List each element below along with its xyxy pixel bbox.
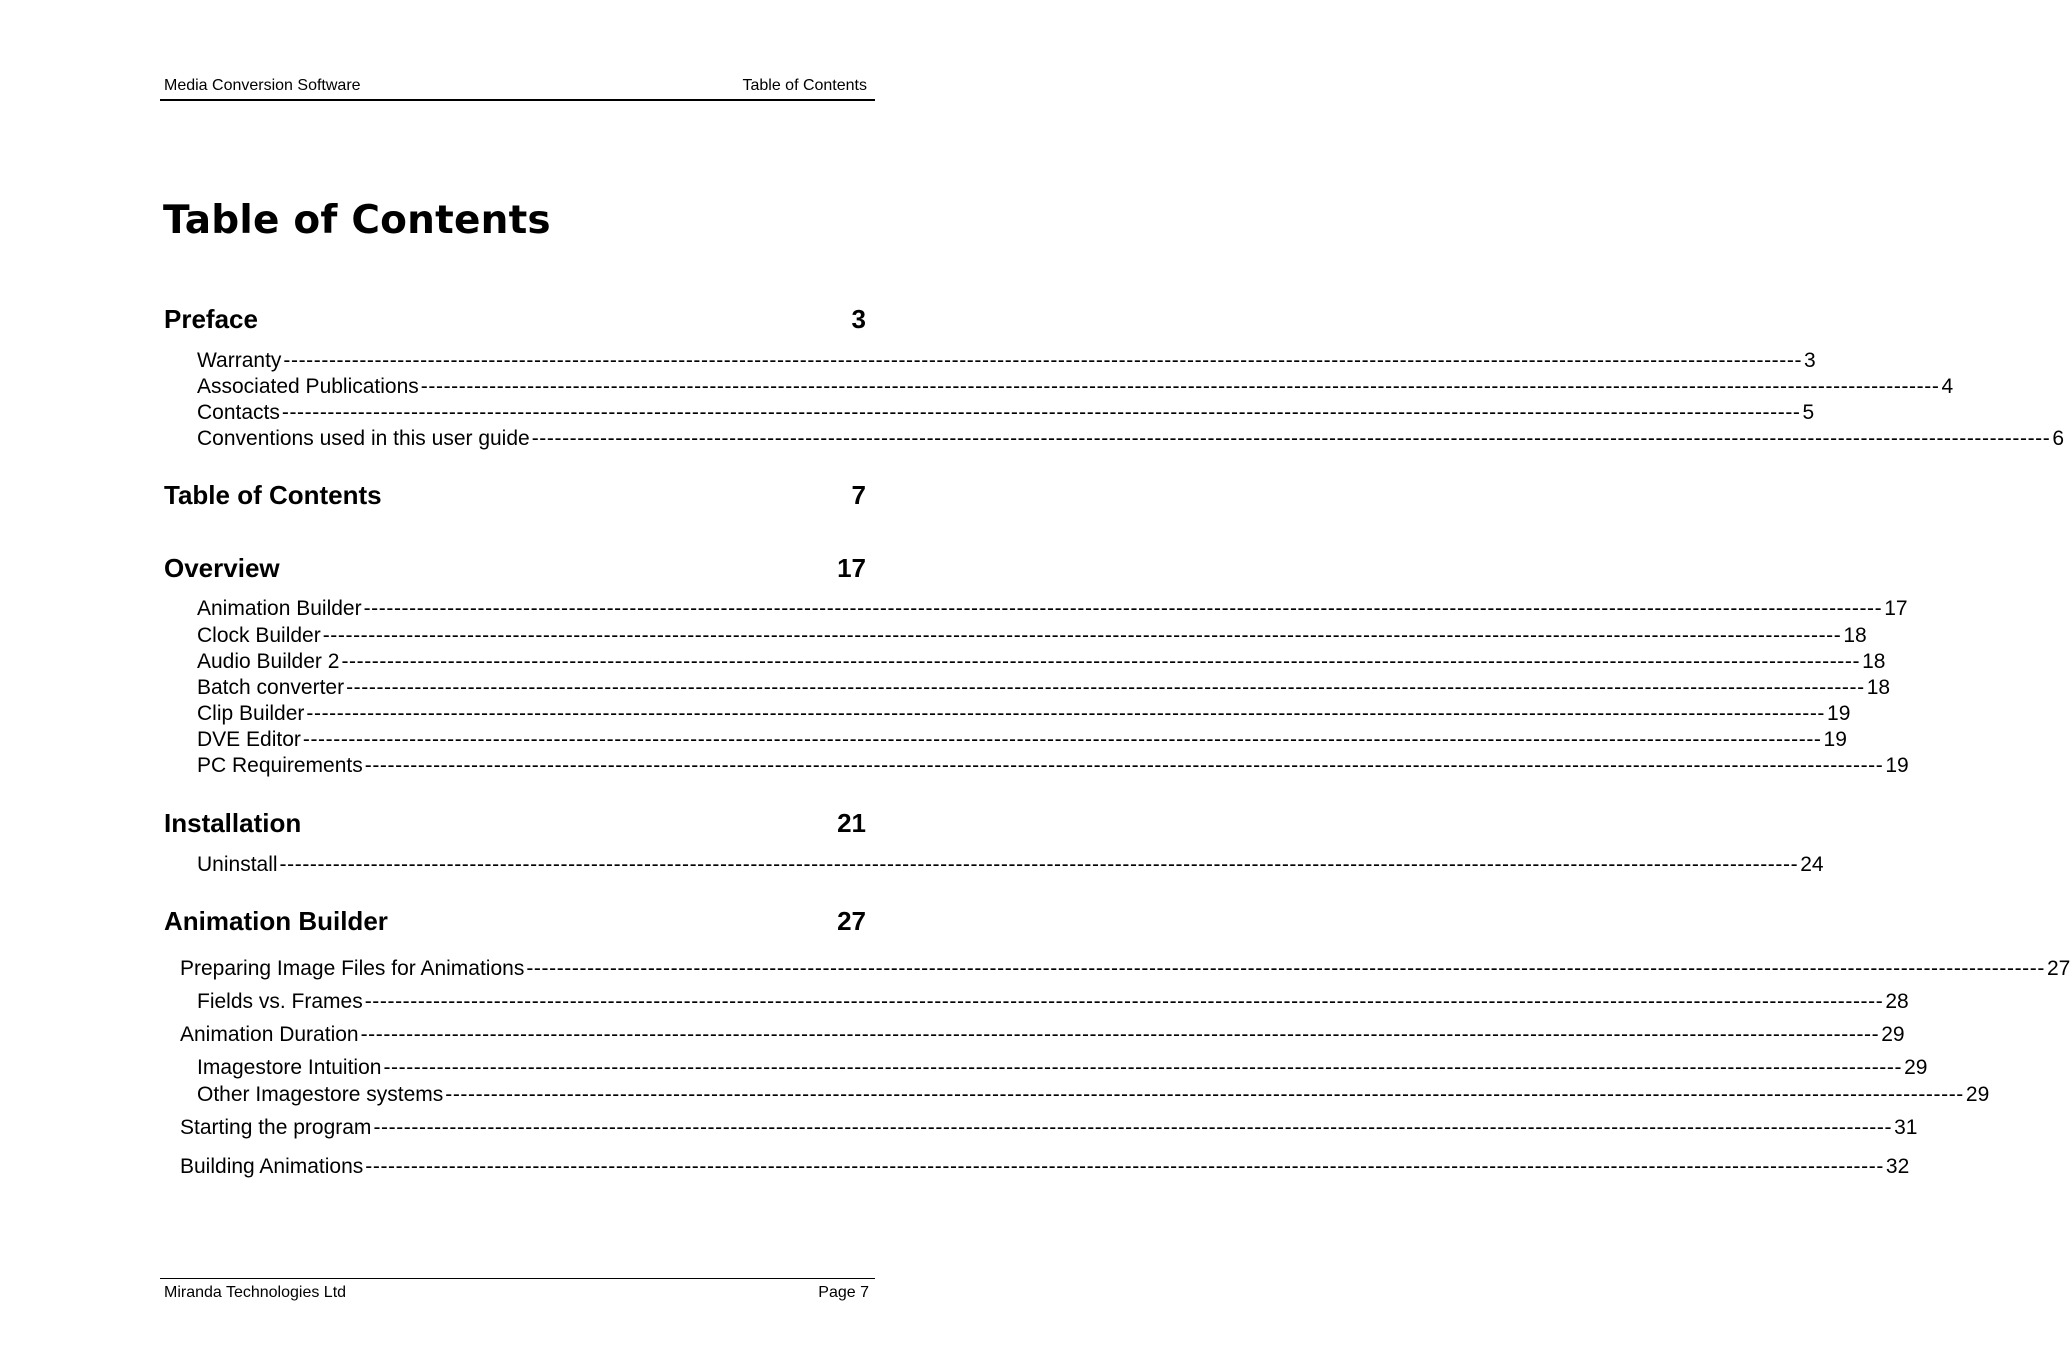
toc-entry-page: 5: [1802, 401, 1815, 424]
toc-chapter-preface[interactable]: [164, 303, 866, 335]
toc-entry-clock-builder[interactable]: [197, 623, 1867, 649]
toc-entry-other-imagestore-systems[interactable]: [197, 1082, 1990, 1108]
running-footer: [160, 1278, 875, 1301]
toc-chapter-title: Preface: [164, 304, 258, 334]
toc-entry-uninstall[interactable]: [197, 852, 1824, 878]
toc-entry-page: 6: [2052, 427, 2065, 450]
toc-entry-pc-requirements[interactable]: [197, 753, 1909, 779]
toc-entry-title: Animation Duration: [180, 1023, 359, 1046]
toc-chapter-page: 21: [837, 808, 866, 838]
toc-entry-building-animations[interactable]: [180, 1154, 1910, 1180]
toc-leader: --------------------------------------------------------------------------------------------------------------------------------------------------------------------------------------------------------: [279, 853, 1799, 876]
toc-leader: --------------------------------------------------------------------------------------------------------------------------------------------------------------------------------------------------------: [341, 650, 1861, 673]
toc-entry-title: Preparing Image Files for Animations: [180, 957, 525, 980]
toc-leader: --------------------------------------------------------------------------------------------------------------------------------------------------------------------------------------------------------: [346, 676, 1865, 699]
toc-chapter-title: Overview: [164, 553, 280, 583]
toc-entry-page: 29: [1881, 1023, 1905, 1046]
toc-entry-page: 29: [1965, 1083, 1990, 1106]
toc-entry-page: 17: [1884, 597, 1908, 620]
toc-entry-preparing-image-files[interactable]: [180, 956, 2070, 982]
toc-leader: --------------------------------------------------------------------------------------------------------------------------------------------------------------------------------------------------------: [302, 728, 1822, 751]
toc-entry-audio-builder-2[interactable]: [197, 649, 1886, 675]
toc-entry-associated-publications[interactable]: [197, 374, 1954, 400]
toc-entry-page: 28: [1885, 990, 1909, 1013]
toc-leader: --------------------------------------------------------------------------------------------------------------------------------------------------------------------------------------------------------: [383, 1056, 1903, 1079]
toc-leader: --------------------------------------------------------------------------------------------------------------------------------------------------------------------------------------------------------: [373, 1116, 1893, 1139]
toc-chapter-page: 7: [851, 480, 866, 510]
toc-chapter-title: Animation Builder: [164, 906, 388, 936]
toc-chapter-page: 17: [837, 553, 866, 583]
toc-entry-title: Fields vs. Frames: [197, 990, 363, 1013]
toc-entry-animation-builder[interactable]: [197, 596, 1908, 622]
footer-company: Miranda Technologies Ltd: [164, 1284, 347, 1301]
toc-entry-page: 18: [1866, 676, 1891, 699]
toc-leader: --------------------------------------------------------------------------------------------------------------------------------------------------------------------------------------------------------: [531, 427, 2051, 450]
toc-leader: --------------------------------------------------------------------------------------------------------------------------------------------------------------------------------------------------------: [306, 702, 1826, 725]
toc-chapter-animation-builder[interactable]: [164, 905, 866, 937]
toc-leader: --------------------------------------------------------------------------------------------------------------------------------------------------------------------------------------------------------: [445, 1083, 1964, 1106]
header-document-title: Media Conversion Software: [164, 77, 361, 94]
toc-entry-page: 31: [1894, 1116, 1918, 1139]
toc-entry-title: Building Animations: [180, 1155, 364, 1178]
toc-leader: --------------------------------------------------------------------------------------------------------------------------------------------------------------------------------------------------------: [420, 375, 1940, 398]
toc-entry-page: 18: [1862, 650, 1886, 673]
toc-entry-title: PC Requirements: [197, 754, 363, 777]
toc-entry-page: 4: [1941, 375, 1954, 398]
toc-chapter-title: Table of Contents: [164, 480, 382, 510]
toc-entry-conventions[interactable]: [197, 426, 2065, 452]
toc-leader: --------------------------------------------------------------------------------------------------------------------------------------------------------------------------------------------------------: [363, 597, 1883, 620]
running-header: [160, 76, 875, 101]
toc-leader: --------------------------------------------------------------------------------------------------------------------------------------------------------------------------------------------------------: [360, 1023, 1880, 1046]
toc-entry-warranty[interactable]: [197, 348, 1816, 374]
toc-entry-title: Animation Builder: [197, 597, 362, 620]
toc-entry-title: Clip Builder: [197, 702, 305, 725]
toc-entry-title: Contacts: [197, 401, 280, 424]
page-title: Table of Contents: [163, 198, 551, 243]
toc-entry-title: Batch converter: [197, 676, 345, 699]
toc-entry-page: 3: [1804, 349, 1816, 372]
toc-entry-page: 32: [1885, 1155, 1910, 1178]
toc-entry-page: 19: [1827, 702, 1851, 725]
toc-chapter-page: 3: [851, 304, 866, 334]
toc-entry-title: Conventions used in this user guide: [197, 427, 530, 450]
toc-leader: --------------------------------------------------------------------------------------------------------------------------------------------------------------------------------------------------------: [283, 349, 1803, 372]
header-section-title: Table of Contents: [742, 77, 867, 94]
toc-leader: --------------------------------------------------------------------------------------------------------------------------------------------------------------------------------------------------------: [526, 957, 2045, 980]
toc-entry-page: 24: [1800, 853, 1824, 876]
toc-entry-animation-duration[interactable]: [180, 1022, 1905, 1048]
toc-leader: --------------------------------------------------------------------------------------------------------------------------------------------------------------------------------------------------------: [365, 1155, 1884, 1178]
toc-entry-title: DVE Editor: [197, 728, 301, 751]
toc-entry-clip-builder[interactable]: [197, 701, 1851, 727]
toc-entry-title: Other Imagestore systems: [197, 1083, 444, 1106]
toc-entry-page: 18: [1843, 624, 1867, 647]
toc-entry-page: 29: [1904, 1056, 1928, 1079]
toc-chapter-title: Installation: [164, 808, 302, 838]
toc-chapter-overview[interactable]: [164, 552, 866, 584]
toc-entry-title: Imagestore Intuition: [197, 1056, 382, 1079]
toc-chapter-table-of-contents[interactable]: [164, 479, 866, 511]
toc-entry-fields-vs-frames[interactable]: [197, 989, 1909, 1015]
toc-leader: --------------------------------------------------------------------------------------------------------------------------------------------------------------------------------------------------------: [364, 990, 1884, 1013]
toc-leader: --------------------------------------------------------------------------------------------------------------------------------------------------------------------------------------------------------: [364, 754, 1884, 777]
toc-entry-title: Warranty: [197, 349, 282, 372]
toc-entry-title: Uninstall: [197, 853, 278, 876]
toc-entry-page: 19: [1885, 754, 1909, 777]
toc-leader: --------------------------------------------------------------------------------------------------------------------------------------------------------------------------------------------------------: [281, 401, 1801, 424]
toc-chapter-installation[interactable]: [164, 807, 866, 839]
toc-entry-title: Audio Builder 2: [197, 650, 340, 673]
toc-entry-title: Associated Publications: [197, 375, 419, 398]
toc-entry-contacts[interactable]: [197, 400, 1815, 426]
toc-entry-batch-converter[interactable]: [197, 675, 1891, 701]
toc-entry-starting-the-program[interactable]: [180, 1115, 1918, 1141]
toc-entry-dve-editor[interactable]: [197, 727, 1847, 753]
toc-leader: --------------------------------------------------------------------------------------------------------------------------------------------------------------------------------------------------------: [322, 624, 1842, 647]
toc-entry-page: 27: [2046, 957, 2070, 980]
toc-chapter-page: 27: [837, 906, 866, 936]
footer-page-number: Page 7: [818, 1284, 869, 1301]
toc-entry-page: 19: [1823, 728, 1847, 751]
toc-entry-imagestore-intuition[interactable]: [197, 1055, 1928, 1081]
toc-entry-title: Starting the program: [180, 1116, 372, 1139]
toc-entry-title: Clock Builder: [197, 624, 321, 647]
